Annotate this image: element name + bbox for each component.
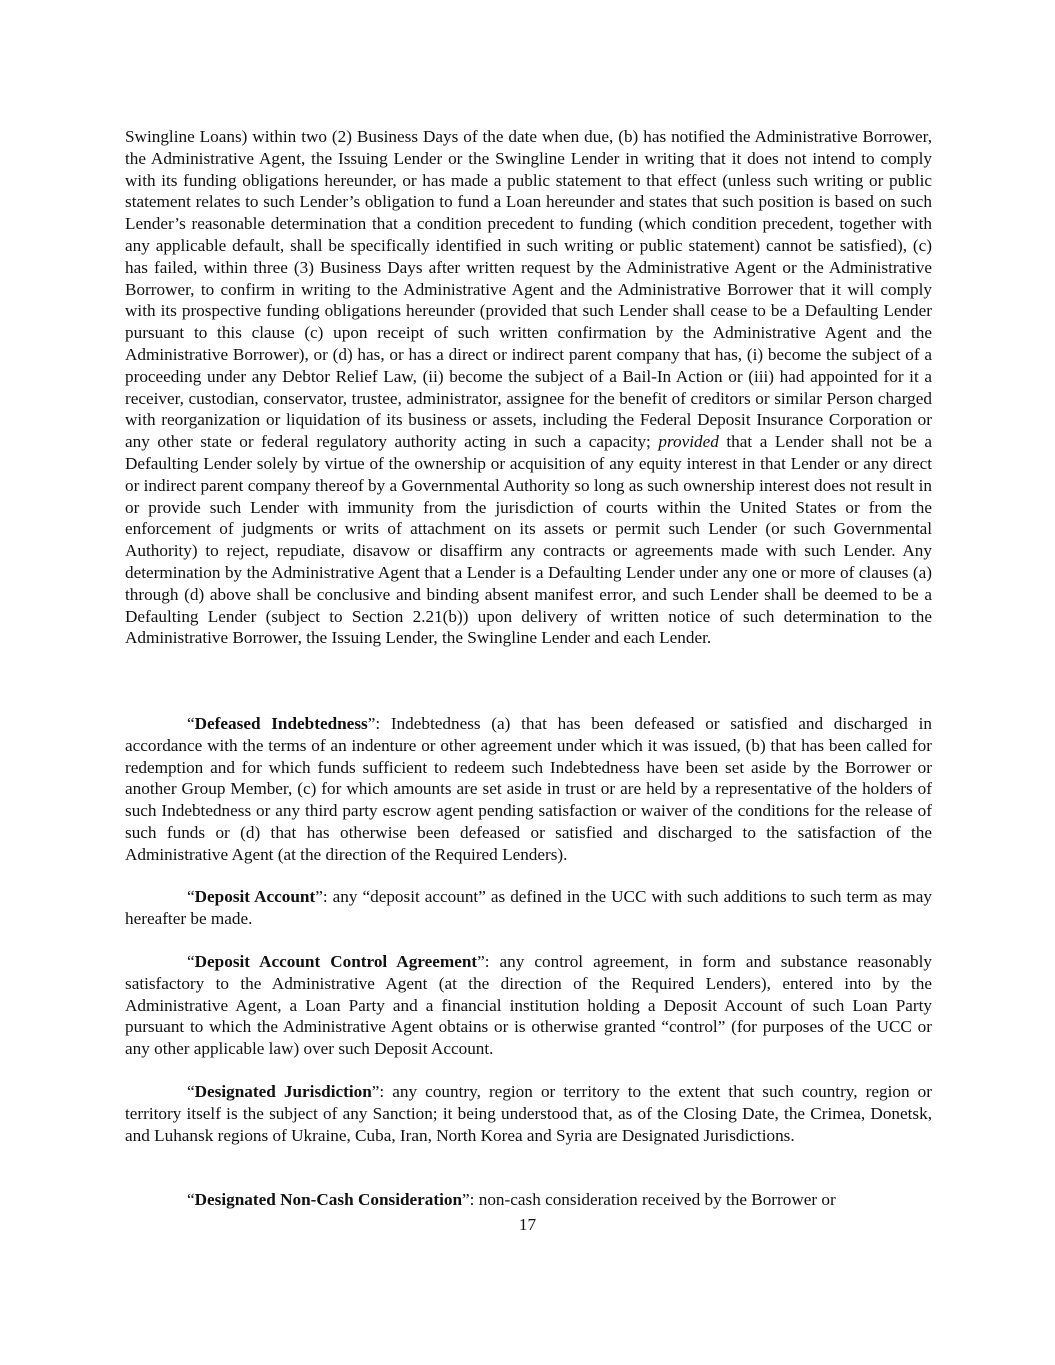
- close-quote: ”: [477, 952, 485, 971]
- definition-deposit-account: [125, 886, 932, 930]
- definition-deposit-account-control-agreement: [125, 951, 932, 1060]
- italic-proviso-word: provided: [658, 432, 719, 452]
- definition-text: : any country, region or territory to the extent that such country, region or territory itself is the subject of any Sanction; it being understood that, as of the Closing Date, the Crimea, Donetsk, and Luhansk regions of Ukraine, Cuba, Iran, North Korea and Syria are Designated Jurisdictions.: [125, 1082, 932, 1145]
- open-quote: “: [187, 887, 195, 906]
- definition-text: : Indebtedness (a) that has been defeased or satisfied and discharged in accordance with the terms of an indenture or other agreement under which it was issued, (b) that has been called for redemption and for which funds sufficient to redeem such Indebtedness have been set aside by the Borrower or another Group Member, (c) for which amounts are set aside in trust or are held by a representative of the holders of such Indebtedness or any third party escrow agent pending satisfaction or waiver of the conditions for the release of such funds or (d) that has otherwise been defeased or satisfied and discharged to the satisfaction of the Administrative Agent (at the direction of the Required Lenders).: [125, 714, 932, 864]
- definition-defeased-indebtedness: [125, 713, 932, 866]
- open-quote: “: [187, 1190, 195, 1209]
- defined-term: Defeased Indebtedness: [194, 714, 368, 733]
- definition-designated-jurisdiction: [125, 1081, 932, 1146]
- paragraph-text-after: that a Lender shall not be a Defaulting Lender solely by virtue of the ownership or acquisition of any equity interest in that Lender or any direct or indirect parent company thereof by a Governmental Authority so long as such ownership interest does not result in or provide such Lender with immunity from the jurisdiction of courts within the United States or from the enforcement of judgments or writs of attachment on its assets or permit such Lender (or such Governmental Authority) to reject, repudiate, disavow or disaffirm any contracts or agreements made with such Lender. Any determination by the Administrative Agent that a Lender is a Defaulting Lender under any one or more of clauses (a) through (d) above shall be conclusive and binding absent manifest error, and such Lender shall be deemed to be a Defaulting Lender (subject to Section 2.21(b)) upon delivery of written notice of such determination to the Administrative Borrower, the Issuing Lender, the Swingline Lender and each Lender.: [125, 432, 932, 648]
- paragraph-text: Swingline Loans) within two (2) Business Days of the date when due, (b) has notified the Administrative Borrower, the Administrative Agent, the Issuing Lender or the Swingline Lender in writing that it does not intend to comply with its funding obligations hereunder, or has made a public statement to that effect (unless such writing or public statement relates to such Lender’s obligation to fund a Loan hereunder and states that such position is based on such Lender’s reasonable determination that a condition precedent to funding (which condition precedent, together with any applicable default, shall be specifically identified in such writing or public statement) cannot be satisfied), (c) has failed, within three (3) Business Days after written request by the Administrative Agent or the Administrative Borrower, to confirm in writing to the Administrative Agent and the Administrative Borrower that it will comply with its prospective funding obligations hereunder (provided that such Lender shall cease to be a Defaulting Lender pursuant to this clause (c) upon receipt of such written confirmation by the Administrative Agent and the Administrative Borrower), or (d) has, or has a direct or indirect parent company that has, (i) become the subject of a proceeding under any Debtor Relief Law, (ii) become the subject of a Bail-In Action or (iii) had appointed for it a receiver, custodian, conservator, trustee, administrator, assignee for the benefit of creditors or similar Person charged with reorganization or liquidation of its business or assets, including the Federal Deposit Insurance Corporation or any other state or federal regulatory authority acting in such a capacity;: [125, 127, 932, 452]
- defined-term: Deposit Account Control Agreement: [194, 952, 478, 971]
- open-quote: “: [187, 952, 195, 971]
- definition-text: : non-cash consideration received by the Borrower or: [469, 1190, 836, 1209]
- page-number: 17: [518, 1215, 537, 1234]
- close-quote: ”: [315, 887, 323, 906]
- definition-text: : any control agreement, in form and substance reasonably satisfactory to the Administrative Agent (at the direction of the Required Lenders), entered into by the Administrative Agent, a Loan Party and a financial institution holding a Deposit Account of such Loan Party pursuant to which the Administrative Agent obtains or is otherwise granted “control” (for purposes of the UCC or any other applicable law) over such Deposit Account.: [125, 952, 932, 1059]
- definition-designated-non-cash-consideration: [125, 1189, 932, 1211]
- close-quote: ”: [462, 1190, 470, 1209]
- close-quote: ”: [371, 1082, 380, 1101]
- defaulting-lender-continuation-paragraph: [125, 126, 932, 649]
- close-quote: ”: [367, 714, 376, 733]
- open-quote: “: [187, 714, 195, 733]
- definition-text: : any “deposit account” as defined in the UCC with such additions to such term as may hereafter be made.: [125, 887, 932, 928]
- defined-term: Designated Non-Cash Consideration: [194, 1190, 463, 1209]
- defined-term: Designated Jurisdiction: [194, 1082, 372, 1101]
- open-quote: “: [187, 1082, 195, 1101]
- defined-term: Deposit Account: [194, 887, 316, 906]
